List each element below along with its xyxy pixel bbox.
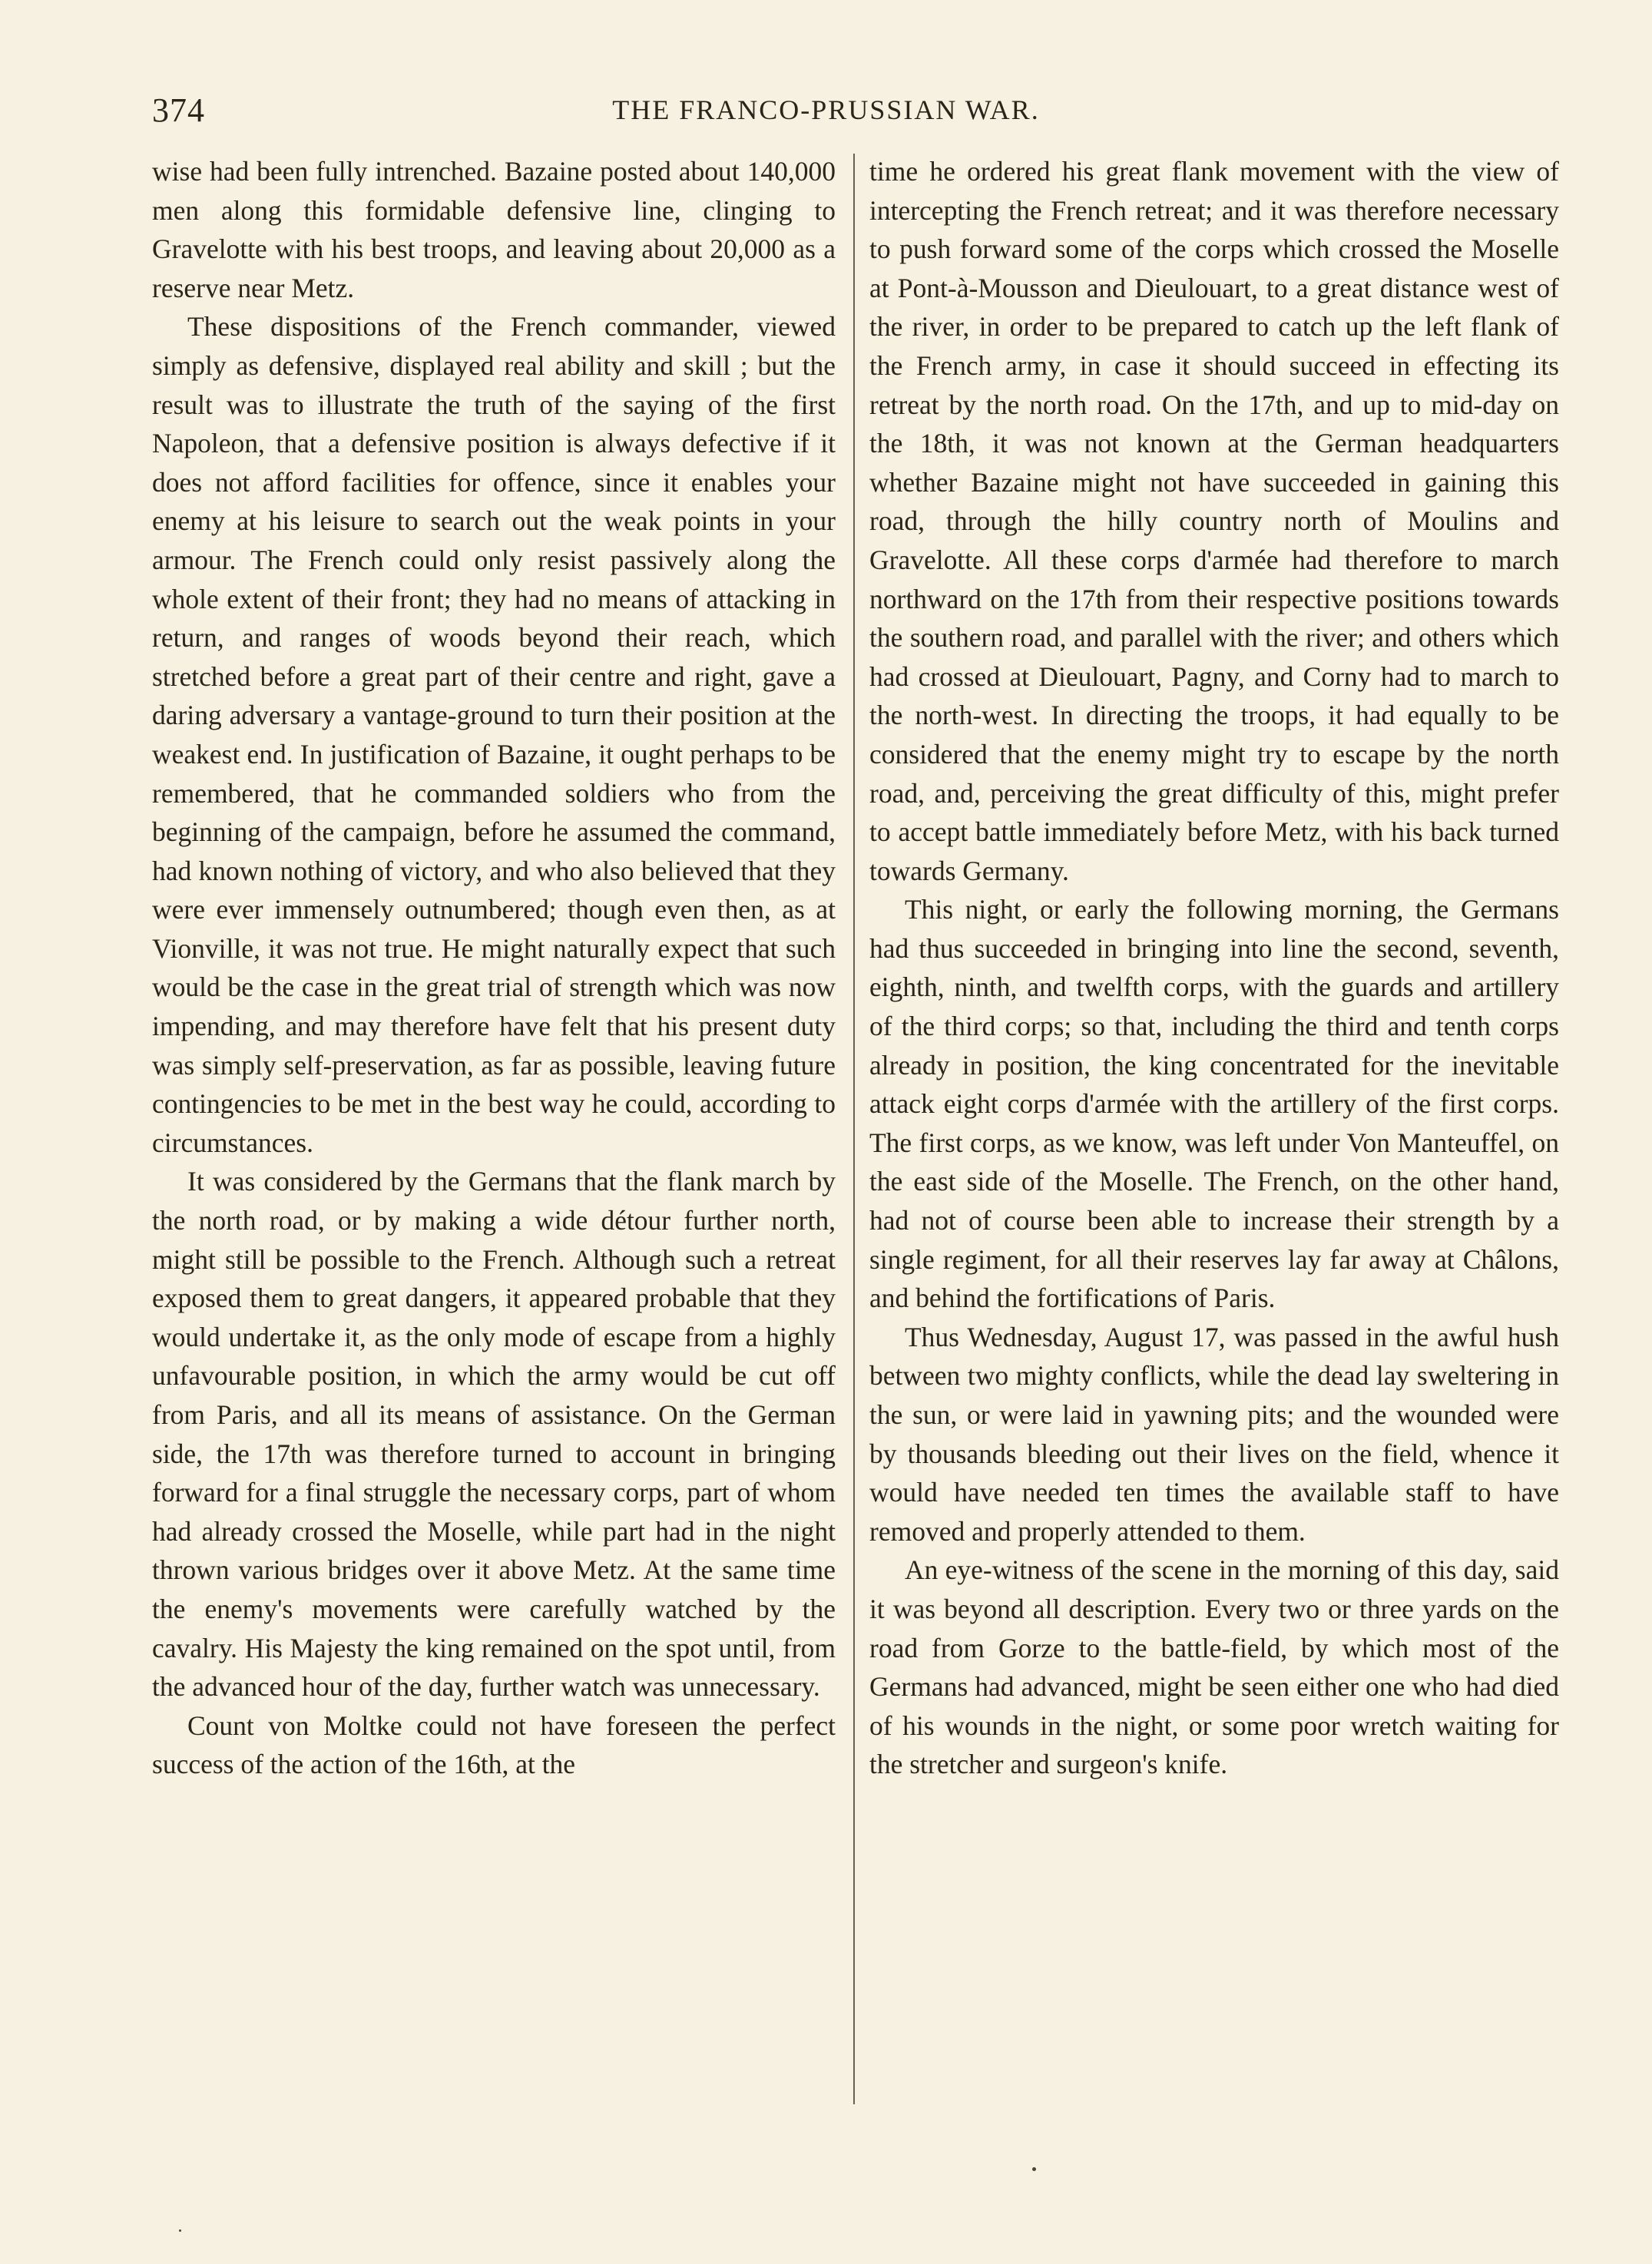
page-number: 374 bbox=[152, 91, 205, 129]
right-column bbox=[869, 152, 1559, 1784]
paragraph: Thus Wednesday, August 17, was passed in the awful hush between two mighty conflicts, while the dead lay sweltering in the sun, or were laid in yawning pits; and the wounded were by thousands bleeding out their lives on the field, whence it would have needed ten times the available staff to have removed and properly attended to them. bbox=[869, 1321, 1559, 1547]
paper-speck bbox=[179, 2229, 181, 2232]
paragraph: These dispositions of the French commander, viewed simply as defensive, displayed real ability and skill ; but the result was to illustrate the truth of the saying of the first Napoleon, that a defensive position is always defective if it does not afford facilities for offence, since it enables your enemy at his leisure to search out the weak points in your armour. The French could only resist passively along the whole extent of their front; they had no means of attacking in return, and ranges of woods beyond their reach, which stretched before a great part of their centre and right, gave a daring adversary a vantage-ground to turn their position at the weakest end. In justification of Bazaine, it ought perhaps to be remembered, that he commanded soldiers who from the beginning of the campaign, before he assumed the command, had known nothing of victory, and who also believed that they were ever immensely outnumbered; though even then, as at Vionville, it was not true. He might naturally expect that such would be the case in the great trial of strength which was now impending, and may therefore have felt that his present duty was simply self-preservation, as far as possible, leaving future contingencies to be met in the best way he could, according to circumstances. bbox=[152, 311, 836, 1158]
paper-speck bbox=[1032, 2167, 1036, 2171]
paragraph: An eye-witness of the scene in the morning of this day, said it was beyond all description. Every two or three yards on the road from Gorze to the battle-field, by which most of the Germans had advanced, might be seen either one who had died of his wounds in the night, or some poor wretch waiting for the stretcher and surgeon's knife. bbox=[869, 1554, 1559, 1780]
paragraph: This night, or early the following morning, the Germans had thus succeeded in bringing into line the second, seventh, eighth, ninth, and twelfth corps, with the guards and artillery of the third corps; so that, including the third and tenth corps already in position, the king concentrated for the inevitable attack eight corps d'armée with the artillery of the first corps. The first corps, as we know, was left under Von Manteuffel, on the east side of the Moselle. The French, on the other hand, had not of course been able to increase their strength by a single regiment, for all their reserves lay far away at Châlons, and behind the fortifications of Paris. bbox=[869, 894, 1559, 1314]
paragraph: It was considered by the Germans that the flank march by the north road, or by making a wide détour further north, might still be possible to the French. Although such a retreat exposed them to great dangers, it appeared probable that they would undertake it, as the only mode of escape from a highly unfavourable position, in which the army would be cut off from Paris, and all its means of assistance. On the German side, the 17th was therefore turned to account in bringing forward for a final struggle the necessary corps, part of whom had already crossed the Moselle, while part had in the night thrown various bridges over it above Metz. At the same time the enemy's movements were carefully watched by the cavalry. His Majesty the king remained on the spot until, from the advanced hour of the day, further watch was unnecessary. bbox=[152, 1166, 836, 1703]
running-title: THE FRANCO-PRUSSIAN WAR. bbox=[612, 94, 1040, 125]
paragraph: time he ordered his great flank movement with the view of intercepting the French retreat; and it was therefore necessary to push forward some of the corps which crossed the Moselle at Pont-à-Mousson and Dieulouart, to a great distance west of the river, in order to be prepared to catch up the left flank of the French army, in case it should succeed in effecting its retreat by the north road. On the 17th, and up to mid-day on the 18th, it was not known at the German headquarters whether Bazaine might not have succeeded in gaining this road, through the hilly country north of Moulins and Gravelotte. All these corps d'armée had therefore to march northward on the 17th from their respective positions towards the southern road, and parallel with the river; and others which had crossed at Dieulouart, Pagny, and Corny had to march to the north-west. In directing the troops, it had equally to be considered that the enemy might try to escape by the north road, and, perceiving the great difficulty of this, might prefer to accept battle immediately before Metz, with his back turned towards Germany. bbox=[869, 156, 1559, 886]
left-column bbox=[152, 152, 836, 1784]
paragraph: Count von Moltke could not have foreseen the perfect success of the action of the 16th, at the bbox=[152, 1710, 836, 1780]
column-divider bbox=[853, 154, 855, 2104]
paragraph: wise had been fully intrenched. Bazaine posted about 140,000 men along this formidable defensive line, clinging to Gravelotte with his best troops, and leaving about 20,000 as a reserve near Metz. bbox=[152, 156, 836, 303]
page-header bbox=[0, 91, 1652, 137]
